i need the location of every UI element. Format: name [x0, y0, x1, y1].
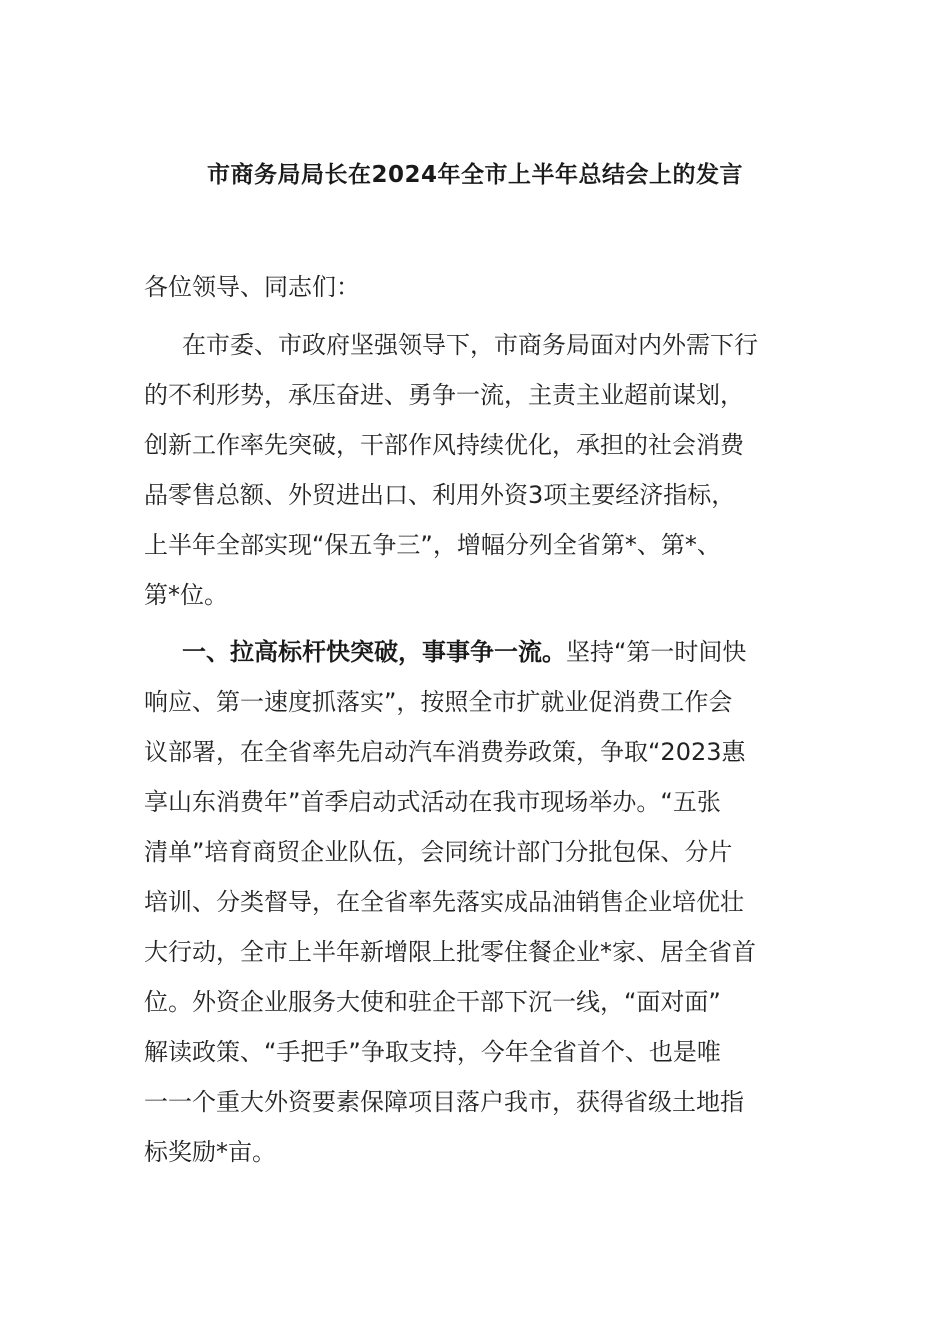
paragraph-line: 位。外资企业服务大使和驻企干部下沉一线，“面对面” [144, 988, 721, 1016]
paragraph-line: 培训、分类督导，在全省率先落实成品油销售企业培优壮 [144, 888, 744, 916]
paragraph-line: 清单”培育商贸企业队伍，会同统计部门分批包保、分片 [144, 838, 733, 866]
document-title: 市商务局局长在2024年全市上半年总结会上的发言 [206, 162, 743, 188]
paragraph-line: 第*位。 [144, 581, 228, 609]
paragraph-line: 大行动，全市上半年新增限上批零住餐企业*家、居全省首 [144, 938, 756, 966]
paragraph-intro [144, 320, 806, 620]
paragraph-line: 品零售总额、外贸进出口、利用外资3项主要经济指标， [144, 481, 736, 509]
paragraph-line: 议部署，在全省率先启动汽车消费券政策，争取“2023惠 [144, 738, 746, 766]
paragraph-section-one [144, 627, 806, 1177]
paragraph-line: 的不利形势，承压奋进、勇争一流，主责主业超前谋划， [144, 381, 744, 409]
paragraph-line: 标奖励*亩。 [144, 1138, 276, 1166]
paragraph-first-line [144, 627, 806, 677]
paragraph-line: 一一个重大外资要素保障项目落户我市，获得省级土地指 [144, 1088, 744, 1116]
section-heading: 一、拉高标杆快突破，事事争一流。 [182, 638, 566, 666]
paragraph-line: 响应、第一速度抓落实”，按照全市扩就业促消费工作会 [144, 688, 733, 716]
paragraph-line: 上半年全部实现“保五争三”，增幅分列全省第*、第*、 [144, 531, 721, 559]
paragraph-line: 享山东消费年”首季启动式活动在我市现场举办。“五张 [144, 788, 721, 816]
paragraph-line: 在市委、市政府坚强领导下，市商务局面对内外需下行 [182, 331, 758, 359]
salutation: 各位领导、同志们： [144, 273, 360, 301]
paragraph-line: 解读政策、“手把手”争取支持，今年全省首个、也是唯 [144, 1038, 721, 1066]
paragraph-line-rest: 坚持“第一时间快 [566, 638, 747, 666]
paragraph-line: 创新工作率先突破，干部作风持续优化，承担的社会消费 [144, 431, 744, 459]
